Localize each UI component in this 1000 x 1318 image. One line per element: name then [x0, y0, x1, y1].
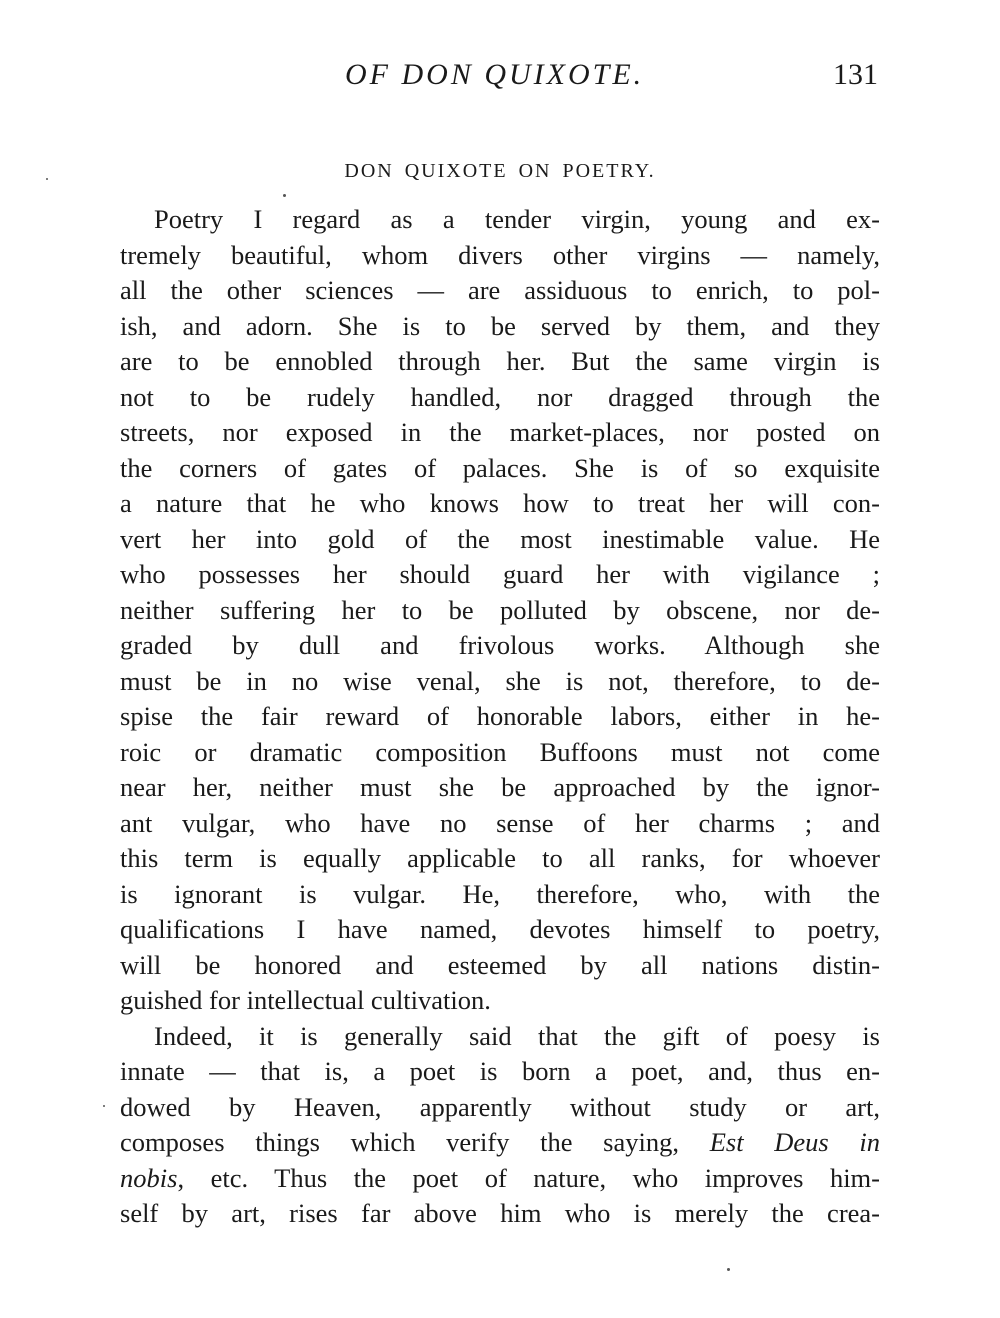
text-line: must be in no wise venal, she is not, therefore, to de- — [120, 665, 880, 696]
text-line: graded by dull and frivolous works. Although she — [120, 630, 880, 660]
text-fragment: , etc. Thus the poet of nature, who improves him- — [177, 1162, 880, 1193]
text-line: near her, neither must she be approached by the ignor- — [120, 772, 880, 802]
text-line: will be honored and esteemed by all nations distin- — [120, 949, 880, 980]
text-line: guished for intellectual cultivation. — [120, 985, 491, 1015]
section-title: DON QUIXOTE ON POETRY. — [344, 160, 656, 182]
text-line: vert her into gold of the most inestimable value. He — [120, 523, 880, 554]
text-line: the corners of gates of palaces. She is of so exquisite — [120, 452, 880, 483]
text-line: Indeed, it is generally said that the gift of poesy is — [154, 1020, 880, 1051]
text-line: Poetry I regard as a tender virgin, young and ex- — [154, 204, 880, 234]
text-line: ant vulgar, who have no sense of her charms ; and — [120, 807, 880, 838]
print-speck — [46, 178, 48, 180]
text-line — [120, 1125, 880, 1161]
text-line: innate — that is, a poet is born a poet, and, thus en- — [120, 1056, 880, 1086]
body-text — [120, 202, 880, 1232]
text-line: is ignorant is vulgar. He, therefore, who, with the — [120, 878, 880, 909]
text-line: spise the fair reward of honorable labors, either in he- — [120, 701, 880, 731]
text-line: qualifications I have named, devotes himself to poetry, — [120, 914, 880, 944]
text-line: roic or dramatic composition Buffoons must not come — [120, 736, 880, 767]
text-line: dowed by Heaven, apparently without study or art, — [120, 1091, 880, 1122]
text-line: this term is equally applicable to all ranks, for whoever — [120, 843, 880, 873]
text-line: self by art, rises far above him who is merely the crea- — [120, 1198, 880, 1228]
running-head — [120, 58, 880, 98]
text-line: are to be ennobled through her. But the same virgin is — [120, 346, 880, 376]
text-line: streets, nor exposed in the market-places, nor posted on — [120, 417, 880, 447]
page-number: 131 — [833, 58, 878, 91]
text-line: who possesses her should guard her with vigilance ; — [120, 559, 880, 589]
text-line: tremely beautiful, whom divers other virgins — namely, — [120, 239, 880, 270]
running-title: OF DON QUIXOTE. — [345, 58, 645, 91]
text-line: neither suffering her to be polluted by obscene, nor de- — [120, 594, 880, 625]
print-speck — [283, 194, 286, 197]
text-line — [120, 1161, 880, 1197]
latin-quote: Est Deus in — [709, 1127, 880, 1157]
text-fragment: composes things which verify the saying, — [120, 1127, 679, 1157]
print-speck — [103, 1105, 105, 1107]
print-speck — [727, 1268, 730, 1271]
text-line: not to be rudely handled, nor dragged through the — [120, 381, 880, 412]
text-line: all the other sciences — are assiduous to enrich, to pol- — [120, 275, 880, 305]
latin-quote: nobis — [120, 1162, 178, 1193]
text-line: a nature that he who knows how to treat her will con- — [120, 488, 880, 518]
text-line: ish, and adorn. She is to be served by them, and they — [120, 310, 880, 341]
